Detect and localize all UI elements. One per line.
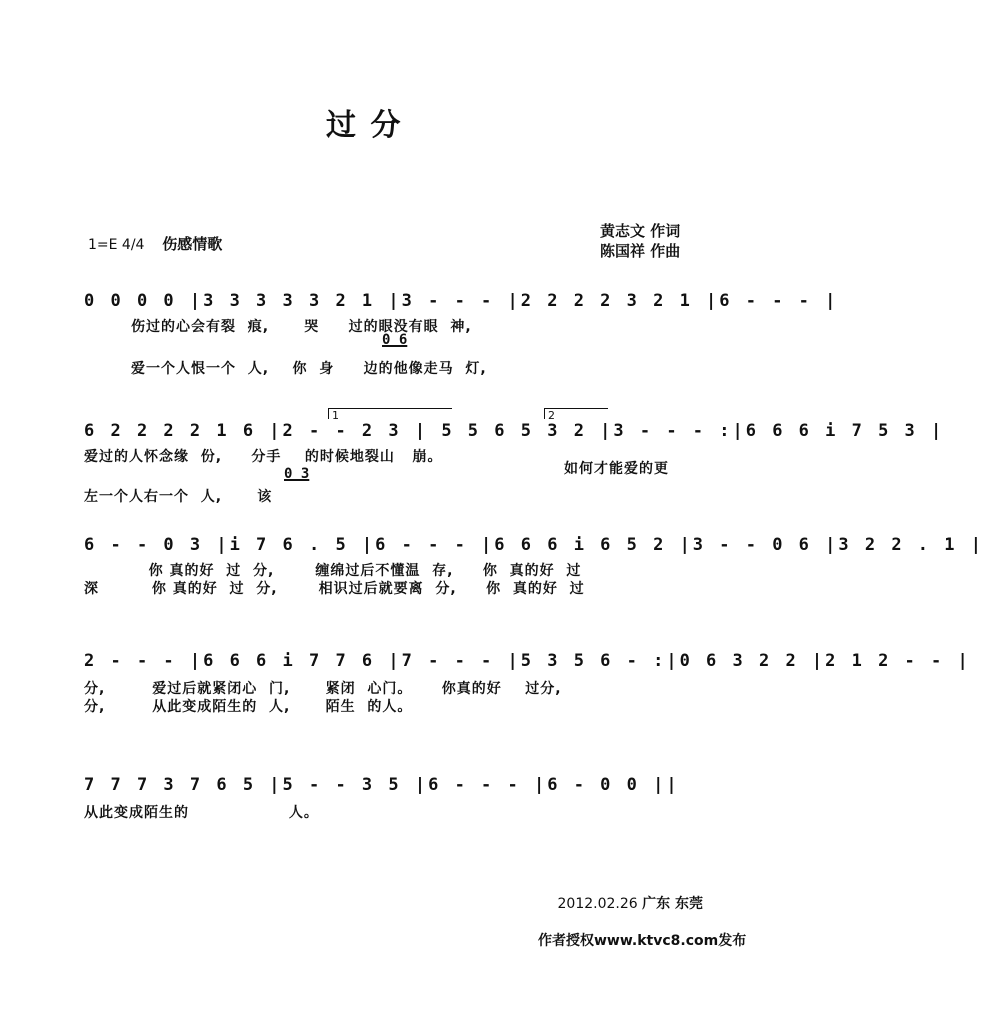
notation-line: 7 7 7 3 7 6 5 |5 - - 3 5 |6 - - - |6 - 0 0 || bbox=[84, 775, 680, 795]
pickup-notes: 0 6 bbox=[382, 332, 408, 348]
notation-line: 2 - - - |6 6 6 i 7 7 6 |7 - - - |5 3 5 6 - :|0 6 3 2 2 |2 1 2 - - | bbox=[84, 651, 971, 671]
date: 2012.02.26 bbox=[557, 896, 638, 912]
notation-line: 6 - - 0 3 |i 7 6 . 5 |6 - - - |6 6 6 i 6 5 2 |3 - - 0 6 |3 2 2 . 1 | bbox=[84, 535, 984, 555]
composer-credit: 陈国祥 作曲 bbox=[600, 242, 681, 260]
key-signature-line bbox=[88, 233, 222, 254]
lyrics-verse-2: 分, 从此变成陌生的 人, 陌生 的人。 bbox=[84, 699, 413, 715]
lyrics-verse-2: 爱一个人恨一个 人, 你 身 边的他像走马 灯, bbox=[84, 361, 487, 377]
lyrics-verse-1: 爱过的人怀念缘 份, 分手 的时候地裂山 崩。 bbox=[84, 449, 443, 465]
score-system-3 bbox=[84, 532, 984, 618]
pickup-notes: 0 3 bbox=[284, 466, 310, 482]
key-signature: 1=E 4/4 bbox=[88, 237, 145, 253]
side-lyric: 如何才能爱的更 bbox=[564, 461, 669, 477]
lyrics-verse-1: 从此变成陌生的 人。 bbox=[84, 805, 319, 821]
date-place-line bbox=[558, 893, 704, 913]
score-system-1 bbox=[84, 288, 839, 377]
notation-line: 0 0 0 0 |3 3 3 3 3 2 1 |3 - - - |2 2 2 2 3 2 1 |6 - - - | bbox=[84, 291, 839, 311]
second-ending-number: 2 bbox=[548, 409, 555, 422]
lyrics-verse-2: 左一个人右一个 人, 该 bbox=[84, 489, 273, 505]
lyrics-verse-2: 深 你 真的好 过 分, 相识过后就要离 分, 你 真的好 过 bbox=[84, 581, 585, 597]
song-title: 过 分 bbox=[326, 108, 403, 143]
song-style: 伤感情歌 bbox=[162, 235, 223, 253]
score-system-5 bbox=[84, 772, 680, 858]
first-ending-number: 1 bbox=[332, 409, 339, 422]
place: 广东 东莞 bbox=[642, 896, 703, 912]
score-system-4 bbox=[84, 648, 971, 734]
lyrics-verse-1: 伤过的心会有裂 痕, 哭 过的眼没有眼 神, bbox=[84, 319, 472, 335]
lyricist-credit: 黄志文 作词 bbox=[600, 222, 681, 240]
lyrics-verse-1: 分, 爱过后就紧闭心 门, 紧闭 心门。 你真的好 过分, bbox=[84, 681, 562, 697]
publisher-note: 作者授权www.ktvc8.com发布 bbox=[538, 933, 747, 949]
score-system-2 bbox=[84, 409, 945, 505]
lyrics-verse-1: 你 真的好 过 分, 缠绵过后不懂温 存, 你 真的好 过 bbox=[84, 563, 582, 579]
notation-line: 6 2 2 2 2 1 6 |2 - - 2 3 | 5 5 6 5 3 2 |3 - - - :|6 6 6 i 7 5 3 | bbox=[84, 421, 945, 441]
